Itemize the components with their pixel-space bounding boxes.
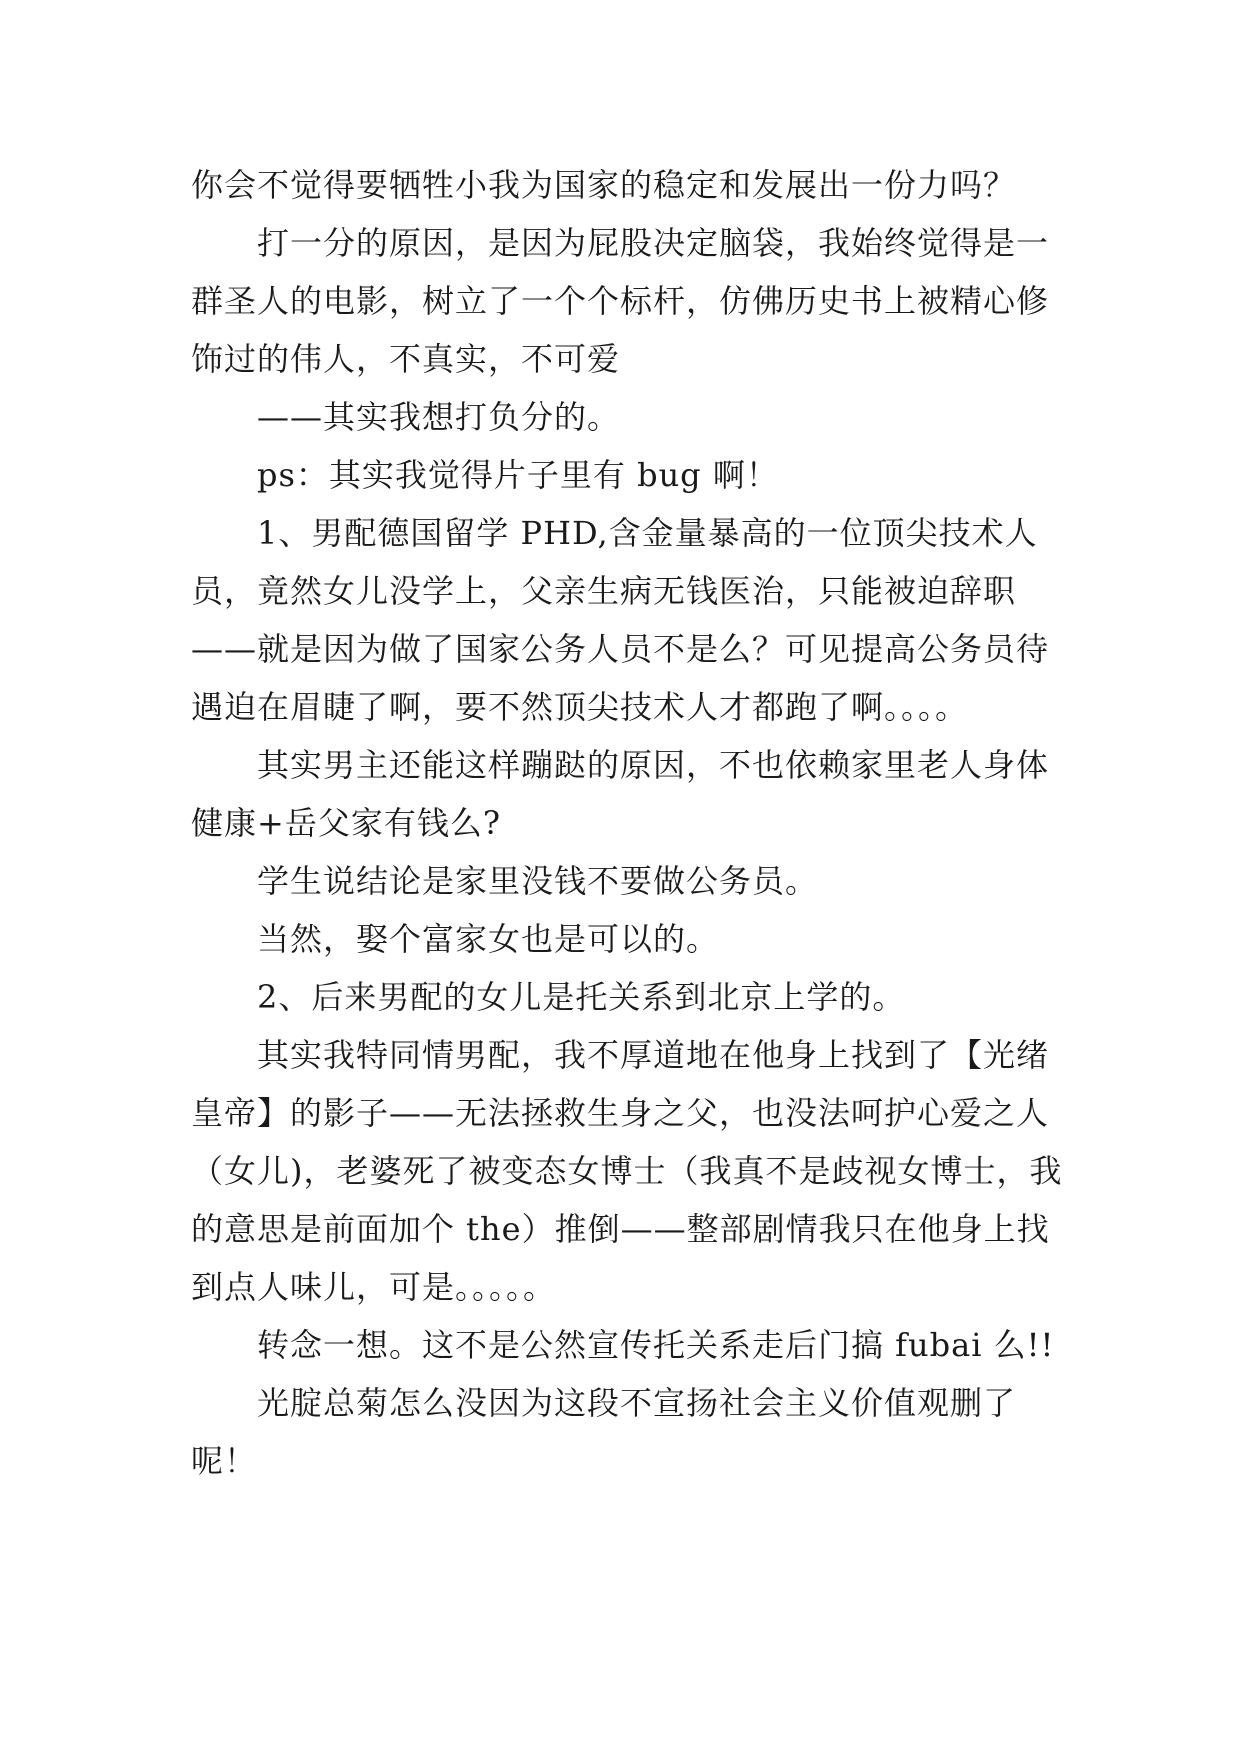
paragraph-4: ps：其实我觉得片子里有 bug 啊！ (257, 456, 779, 494)
paragraph-12: 光腚总菊怎么没因为这段不宣扬社会主义价值观删了呢！ (191, 1384, 1017, 1480)
paragraph-2: 打一分的原因，是因为屁股决定脑袋，我始终觉得是一群圣人的电影，树立了一个个标杆，仿佛历史书上被精心修饰过的伟人，不真实，不可爱 (191, 224, 1050, 378)
paragraph-7: 学生说结论是家里没钱不要做公务员。 (257, 862, 819, 900)
document-body (191, 156, 1081, 1490)
paragraph-3: ——其实我想打负分的。 (257, 398, 621, 436)
paragraph-9: 2、后来男配的女儿是托关系到北京上学的。 (257, 978, 906, 1016)
paragraph-5: 1、男配德国留学 PHD,含金量暴高的一位顶尖技术人员，竟然女儿没学上，父亲生病无钱医治，只能被迫辞职——就是因为做了国家公务人员不是么？可见提高公务员待遇迫在眉睫了啊，要不然顶尖技术人才都跑了啊。。。。 (191, 514, 1050, 726)
paragraph-11: 转念一想。这不是公然宣传托关系走后门搞 fubai 么!! (257, 1326, 1055, 1364)
paragraph-6: 其实男主还能这样蹦跶的原因，不也依赖家里老人身体健康+岳父家有钱么? (191, 746, 1050, 842)
paragraph-10: 其实我特同情男配，我不厚道地在他身上找到了【光绪皇帝】的影子——无法拯救生身之父，也没法呵护心爱之人（女儿)，老婆死了被变态女博士（我真不是歧视女博士，我的意思是前面加个 the）推倒——整部剧情我只在他身上找到点人味儿，可是。。。。。 (191, 1036, 1063, 1306)
paragraph-8: 当然，娶个富家女也是可以的。 (257, 920, 720, 958)
paragraph-1: 你会不觉得要牺牲小我为国家的稳定和发展出一份力吗？ (191, 166, 1017, 204)
